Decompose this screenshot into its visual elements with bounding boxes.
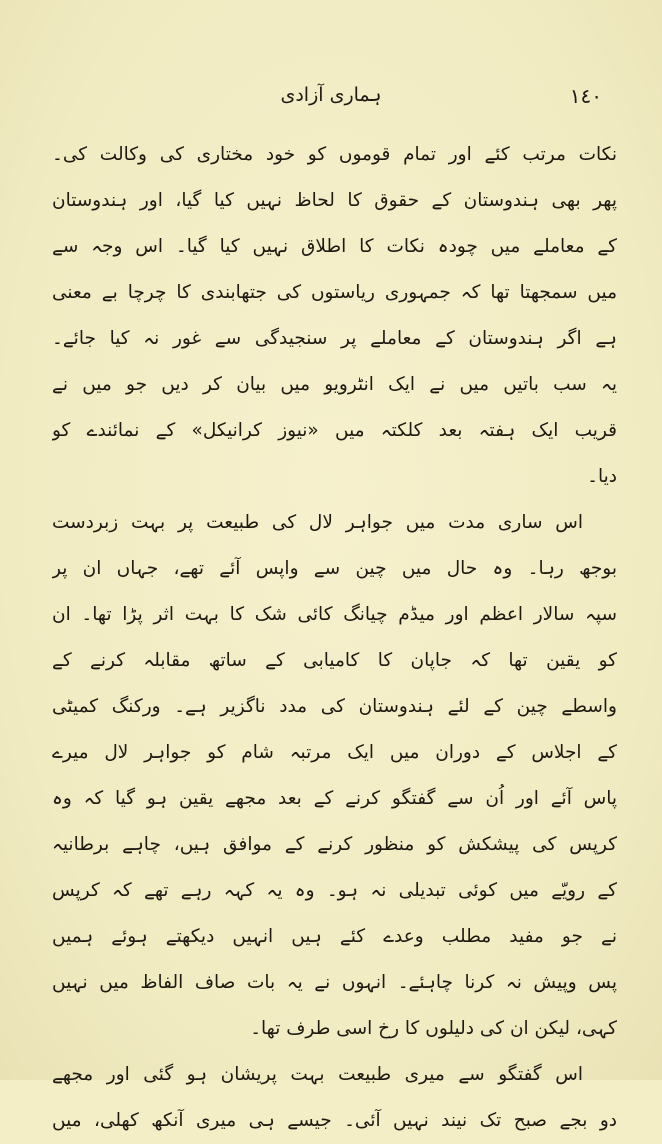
text-line: پاس آئے اور اُن سے گفتگو کرنے کے بعد مجھے یقین ہو گیا کہ وہ: [52, 788, 617, 809]
text-line: کے رویّے میں کوئی تبدیلی نہ ہو۔ وہ یہ کہہ رہے تھے کہ کرپس: [52, 880, 617, 901]
text-line: اس گفتگو سے میری طبیعت بہت پریشان ہو گئی اور مجھے: [52, 1064, 583, 1085]
text-line: واسطے چین کے لئے ہندوستان کی مدد ناگزیر ہے۔ ورکنگ کمیٹی: [52, 696, 617, 717]
text-line: اس ساری مدت میں جواہر لال کی طبیعت پر بہت زبردست: [52, 512, 583, 533]
text-line: نے جو مفید مطلب وعدے کئے ہیں انہیں دیکھتے ہوئے ہمیں: [52, 926, 617, 947]
running-header: [0, 84, 662, 114]
text-line: کے اجلاس کے دوران میں ایک مرتبہ شام کو جواہر لال میرے: [52, 742, 617, 763]
text-line: یہ سب باتیں میں نے ایک انٹرویو میں بیان کر دیں جو میں نے: [52, 374, 617, 395]
text-line: ہے اگر ہندوستان کے معاملے پر سنجیدگی سے غور نہ کیا جائے۔: [52, 328, 617, 349]
text-line: کے معاملے میں چودہ نکات کا اطلاق نہیں کیا گیا۔ اس وجہ سے: [52, 236, 617, 257]
text-line: کو یقین تھا کہ جاپان کا کامیابی کے ساتھ مقابلہ کرنے کے: [52, 650, 617, 671]
text-line: دیا۔: [587, 466, 617, 487]
text-line: قریب ایک ہفتہ بعد کلکتہ میں «نیوز کرانیکل» کے نمائندے کو: [52, 420, 617, 441]
page-number: ١٤٠: [569, 84, 602, 108]
body-text: [52, 132, 617, 1144]
text-line: کہی، لیکن ان کی دلیلوں کا رخ اسی طرف تھا۔: [250, 1018, 617, 1039]
page-title: ہماری آزادی: [280, 84, 382, 106]
text-line: میں سمجھتا تھا کہ جمہوری ریاستوں کی جتھابندی کا چرچا بے معنی: [52, 282, 617, 303]
text-line: پھر بھی ہندوستان کے حقوق کا لحاظ نہیں کیا گیا، اور ہندوستان: [52, 190, 617, 211]
text-line: سپہ سالار اعظم اور میڈم چیانگ کائی شک کا بہت اثر پڑا تھا۔ ان: [52, 604, 617, 625]
text-line: کرپس کی پیشکش کو منظور کرنے کے موافق ہیں، چاہے برطانیہ: [52, 834, 617, 855]
text-line: دو بجے صبح تک نیند نہیں آئی۔ جیسے ہی میری آنکھ کھلی، میں: [52, 1110, 617, 1131]
text-line: بوجھ رہا۔ وہ حال میں چین سے واپس آئے تھے، جہاں ان پر: [52, 558, 617, 579]
text-line: نکات مرتب کئے اور تمام قوموں کو خود مختاری کی وکالت کی۔: [52, 144, 617, 165]
text-line: پس وپیش نہ کرنا چاہئے۔ انہوں نے یہ بات صاف الفاظ میں نہیں: [52, 972, 617, 993]
